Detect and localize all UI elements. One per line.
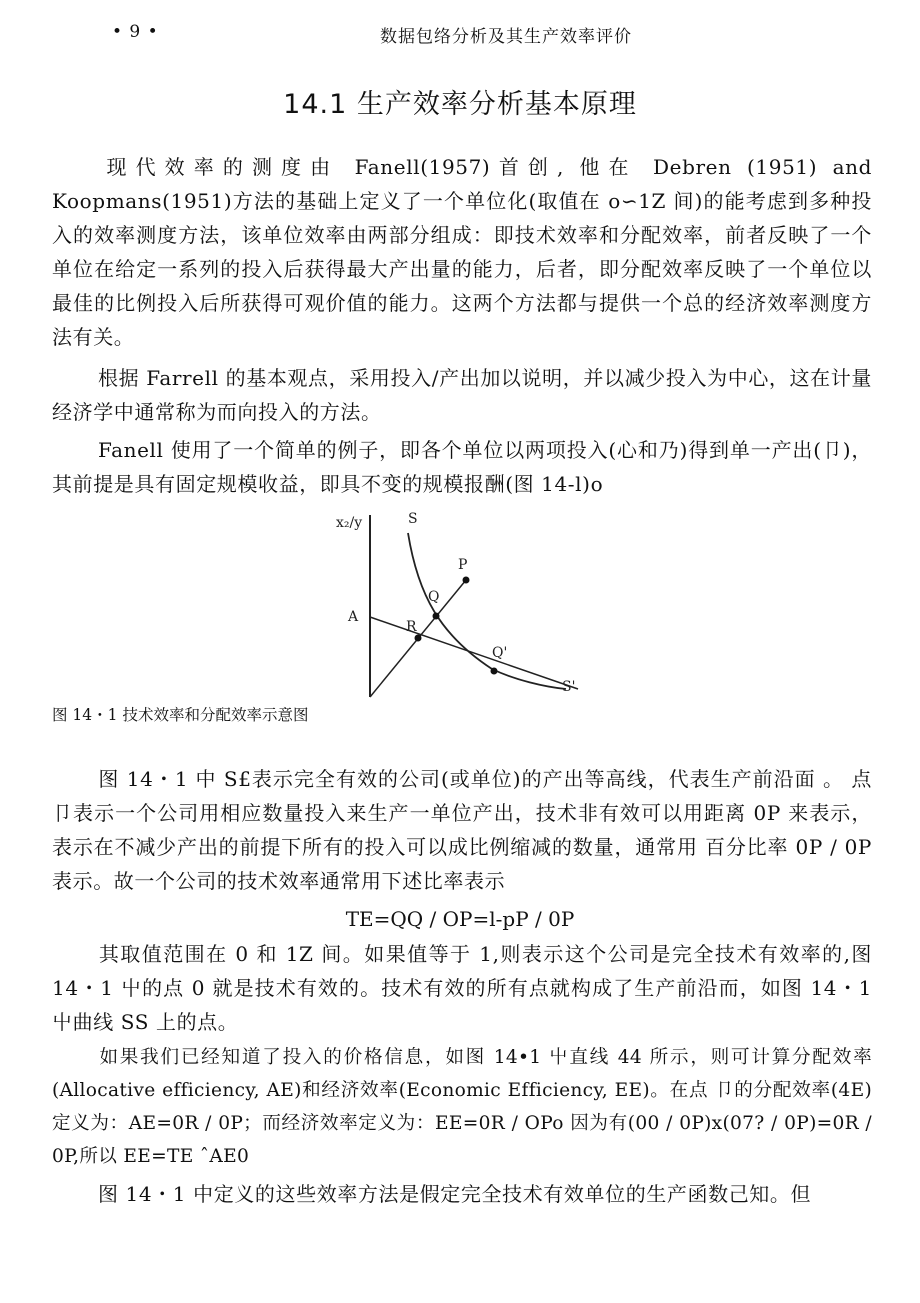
- page-number: • 9 •: [112, 22, 159, 42]
- paragraph-5: [52, 937, 872, 1039]
- paragraph-4-text: 图 14・1 中 S£表示完全有效的公司(或单位)的产出等高线，代表生产前沿面 。 点 卩表示一个公司用相应数量投入来生产一单位产出，技术非有效可以用距离 0P 来表示，表示在不减少产出的前提下所有的投入可以成比例缩减的数量，通常用 百分比率 0P / 0P 表示。故一个公司的技术效率通常用下述比率表示: [52, 767, 872, 893]
- section-title: 14.1 生产效率分析基本原理: [283, 89, 637, 120]
- paragraph-1-text: 现代效率的测度由 Fanell(1957)首创, 他在 Debren (1951) and Koopmans(1951)方法的基础上定义了一个单位化(取值在 o∽1Z 间)的能考虑到多种投入的效率测度方法，该单位效率由两部分组成：即技术效率和分配效率，前者反映了一个单位在给定一系列的投入后获得最大产出量的能力，后者，即分配效率反映了一个单位以最佳的比例投入后所获得可观价值的能力。这两个方法都与提供一个总的经济效率测度方法有关。: [52, 155, 872, 349]
- figure-caption: 图 14・1 技术效率和分配效率示意图: [52, 706, 309, 724]
- point-p: [463, 577, 470, 584]
- label-s-prime: S': [562, 679, 576, 695]
- point-r: [415, 635, 422, 642]
- label-q: Q: [428, 589, 440, 605]
- point-q-prime: [491, 668, 498, 675]
- paragraph-5-text: 其取值范围在 0 和 1Z 间。如果值等于 1,则表示这个公司是完全技术有效率的,图 14・1 屮的点 0 就是技术有效的。技术有效的所有点就构成了生产前沿而，如图 14・1 屮曲线 SS 上的点。: [52, 942, 872, 1034]
- label-axis-y: x₂/y: [336, 515, 363, 531]
- paragraph-1: [52, 150, 872, 354]
- label-s: S: [408, 511, 418, 527]
- paragraph-7-text: 图 14・1 中定义的这些效率方法是假定完全技术有效单位的生产函数己知。但: [98, 1182, 812, 1206]
- label-q-prime: Q': [492, 645, 508, 661]
- paragraph-3: [52, 433, 872, 501]
- isocost-line-aa: [370, 617, 578, 689]
- te-formula: TE=QQ / OP=l-pP / 0P: [345, 907, 575, 931]
- paragraph-7: [52, 1177, 872, 1211]
- running-title: 数据包络分析及其生产效率评价: [380, 27, 632, 47]
- label-a: A: [348, 609, 359, 625]
- isoquant-ss: [408, 533, 566, 689]
- label-p: P: [458, 557, 468, 573]
- paragraph-6: [52, 1041, 872, 1173]
- label-r: R: [406, 619, 417, 635]
- point-q: [433, 613, 440, 620]
- efficiency-diagram: [330, 505, 590, 705]
- paragraph-6-text: 如果我们已经知道了投入的价格信息，如图 14•1 屮直线 44 所示，则可计算分配效率(Allocative efficiency, AE)和经济效率(Economic Efficiency, EE)。在点 卩的分配效率(4E)定义为：AE=0R / 0P；而经济效率定义为：EE=0R / OPo 因为有(00 / 0P)x(07? / 0P)=0R / 0P,所以 EE=TE ˆAE0: [52, 1047, 872, 1167]
- paragraph-4: [52, 762, 872, 898]
- paragraph-2: [52, 361, 872, 429]
- paragraph-3-text: Fanell 使用了一个简单的例子，即各个单位以两项投入(心和乃)得到单一产出(卩)，其前提是具有固定规模收益，即具不变的规模报酬(图 14-l)o: [52, 438, 872, 496]
- paragraph-2-text: 根据 Farrell 的基本观点，采用投入/产出加以说明，并以减少投入为中心，这在计量经济学中通常称为而向投入的方法。: [52, 366, 872, 424]
